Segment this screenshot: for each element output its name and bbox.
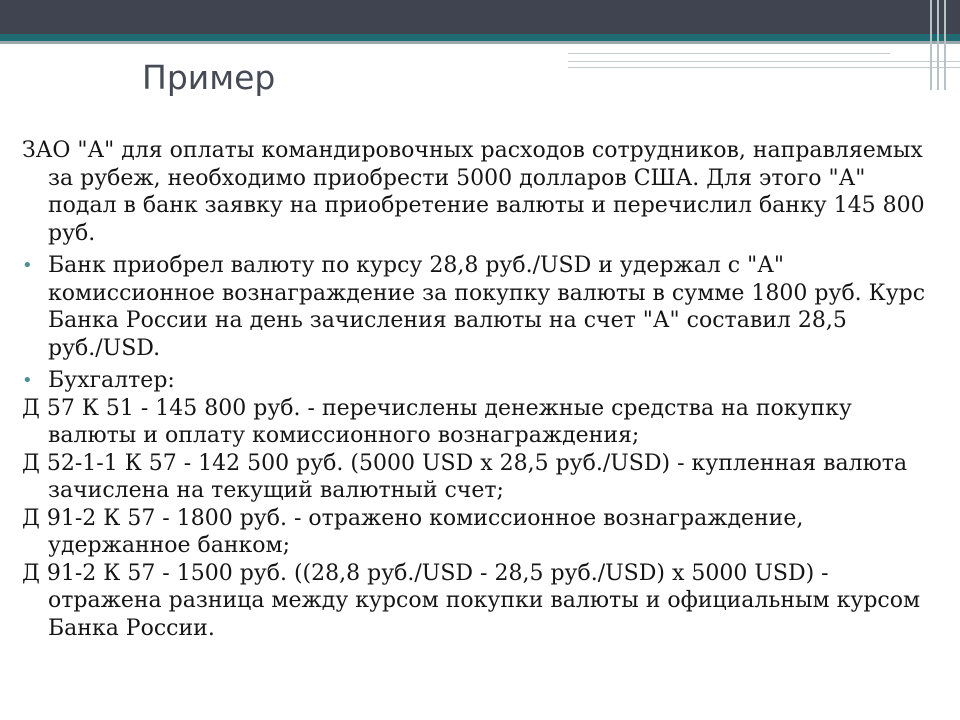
paragraph-text: Банк приобрел валюту по курсу 28,8 руб./USD и удержал с "А" комиссионное вознаграждение за покупку валюты в сумме 1800 руб. Курс Банка России на день зачисления валюты на счет "А" составил 28,5 руб./USD. (48, 253, 926, 361)
header-accent-line (0, 34, 960, 41)
decor-line (568, 61, 960, 62)
paragraph-intro (0, 137, 940, 247)
entry-line (0, 560, 940, 643)
paragraph-text: Д 91-2 К 57 - 1800 руб. - отражено комиссионное вознаграждение, удержанное банком; (22, 505, 804, 558)
entry-line (0, 395, 940, 450)
bullet-item-accountant (0, 367, 940, 395)
slide-title: Пример (142, 58, 276, 97)
bullet-icon: • (22, 370, 33, 391)
entry-line (0, 505, 940, 560)
decor-vertical-line (944, 0, 946, 90)
header-divider (0, 41, 960, 44)
paragraph-text: Бухгалтер: (48, 368, 175, 393)
slide-body (0, 137, 940, 642)
paragraph-text: ЗАО "А" для оплаты командировочных расходов сотрудников, направляемых за рубеж, необходимо приобрести 5000 долларов США. Для этого "А" подал в банк заявку на приобретение валюты и перечислил банку 145 800 руб. (22, 138, 925, 246)
bullet-item-bank (0, 252, 940, 362)
decor-vertical-line (937, 0, 939, 90)
paragraph-text: Д 52-1-1 К 57 - 142 500 руб. (5000 USD x 28,5 руб./USD) - купленная валюта зачислена на текущий валютный счет; (22, 450, 908, 503)
header-band (0, 0, 960, 34)
entry-line (0, 450, 940, 505)
paragraph-text: Д 57 К 51 - 145 800 руб. - перечислены денежные средства на покупку валюты и оплату комиссионного вознаграждения; (22, 395, 852, 448)
decor-line (568, 53, 890, 54)
bullet-icon: • (22, 255, 33, 276)
decor-line (568, 67, 960, 68)
paragraph-text: Д 91-2 К 57 - 1500 руб. ((28,8 руб./USD - 28,5 руб./USD) x 5000 USD) - отражена разница между курсом покупки валюты и официальным курсом Банка России. (22, 560, 921, 641)
decor-vertical-line (930, 0, 932, 90)
